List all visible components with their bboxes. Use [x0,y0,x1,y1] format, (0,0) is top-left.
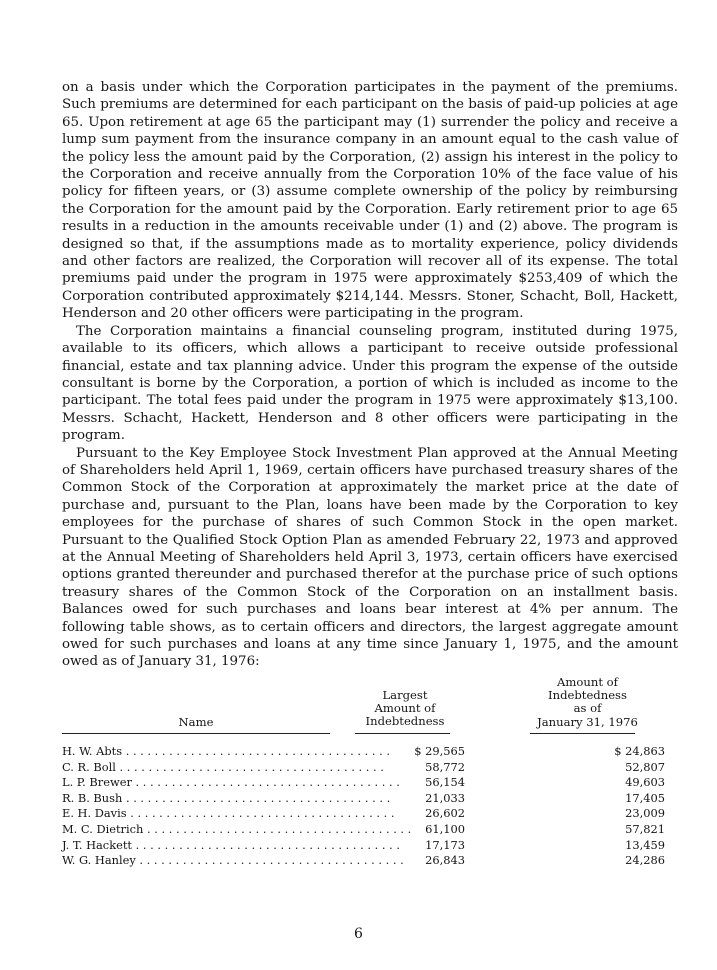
header-owed-line4: January 31, 1976 [537,714,638,729]
header-largest-line3: Indebtedness [365,714,445,729]
table-row [62,775,682,791]
row-name: E. H. Davis . . . . . . . . . . . . . . . . . . . . . . . . . . . . . . . . . . . . . [62,806,395,821]
header-name-label: Name [178,715,214,729]
row-name: R. B. Bush . . . . . . . . . . . . . . . . . . . . . . . . . . . . . . . . . . . . . [62,790,391,805]
row-amount-owed: 23,009 [625,806,665,821]
header-owed-line2: Indebtedness [548,688,627,703]
page-number: 6 [354,926,363,942]
row-amount-owed: $ 24,863 [614,744,665,758]
row-largest-amount: 61,100 [425,821,465,836]
table-row [62,760,682,776]
table-row [62,822,682,838]
row-name: J. T. Hackett . . . . . . . . . . . . . . . . . . . . . . . . . . . . . . . . . . . . . [62,837,400,852]
header-amount-owed [520,676,655,729]
row-name: C. R. Boll . . . . . . . . . . . . . . . . . . . . . . . . . . . . . . . . . . . . . [62,759,384,774]
paragraph-financial-counseling: The Corporation maintains a financial counseling program, instituted during 1975, available to its officers, which allows a participant to receive outside professional financial, estate and tax planning advice. Under this program the expense of the outside consultant is borne by the Corporation, a portion of which is included as income to the participant. The total fees paid under the program in 1975 were approximately $13,100. Messrs. Schacht, Hackett, Henderson and 8 other officers were participating in the program. [62,323,678,444]
header-owed-line3: as of [573,701,602,716]
table-row [62,806,682,822]
row-largest-amount: 17,173 [425,837,465,852]
row-largest-amount: $ 29,565 [414,744,465,758]
row-name: H. W. Abts . . . . . . . . . . . . . . . . . . . . . . . . . . . . . . . . . . . . . [62,744,391,758]
row-amount-owed: 52,807 [625,759,665,774]
paragraph-premiums: on a basis under which the Corporation participates in the payment of the premiums. Such premiums are determined for each participant on the basis of paid-up policies at age 65. Upon retirement at age 65 the participant may (1) surrender the policy and receive a lump sum payment from the insurance company in an amount equal to the cash value of the policy less the amount paid by the Corporation, (2) assign his interest in the policy to the Corporation and receive annually from the Corporation 10% of the face value of his policy for fifteen years, or (3) assume complete ownership of the policy by reimbursing the Corporation for the amount paid by the Corporation. Early retirement prior to age 65 results in a reduction in the amounts receivable under (1) and (2) above. The program is designed so that, if the assumptions made as to mortality experience, policy dividends and other factors are realized, the Corporation will recover all of its expense. The total premiums paid under the program in 1975 were approximately $253,409 of which the Corporation contributed approximately $214,144. Messrs. Stoner, Schacht, Boll, Hackett, Henderson and 20 other officers were participating in the program. [62,80,678,322]
row-amount-owed: 13,459 [625,837,665,852]
header-largest-line1: Largest [382,688,428,702]
header-largest-amount [350,689,460,729]
rule-owed-column [530,733,635,734]
table-row [62,744,682,760]
row-name: L. P. Brewer . . . . . . . . . . . . . . . . . . . . . . . . . . . . . . . . . . . . . [62,775,400,790]
row-largest-amount: 26,602 [425,806,465,821]
row-amount-owed: 49,603 [625,775,665,790]
rule-largest-column [355,733,450,734]
row-largest-amount: 58,772 [425,759,465,774]
table-row [62,791,682,807]
row-amount-owed: 24,286 [625,853,665,868]
header-name [62,716,330,729]
row-amount-owed: 57,821 [625,821,665,836]
row-largest-amount: 26,843 [425,853,465,868]
paragraph-stock-plans: Pursuant to the Key Employee Stock Investment Plan approved at the Annual Meeting of Shareholders held April 1, 1969, certain officers have purchased treasury shares of the Common Stock of the Corporation at approximately the market price at the date of purchase and, pursuant to the Plan, loans have been made by the Corporation to key employees for the purchase of shares of such Common Stock in the open market. Pursuant to the Qualified Stock Option Plan as amended February 22, 1973 and approved at the Annual Meeting of Shareholders held April 3, 1973, certain officers have exercised options granted thereunder and purchased therefor at the purchase price of such options treasury shares of the Common Stock of the Corporation on an installment basis. Balances owed for such purchases and loans bear interest at 4% per annum. The following table shows, as to certain officers and directors, the largest aggregate amount owed for such purchases and loans at any time since January 1, 1975, and the amount owed as of January 31, 1976: [62,445,678,670]
row-name: W. G. Hanley . . . . . . . . . . . . . . . . . . . . . . . . . . . . . . . . . . . . . [62,853,404,868]
row-largest-amount: 56,154 [425,775,465,790]
header-largest-line2: Amount of [374,701,436,716]
body-text [62,79,678,671]
table-row [62,853,682,869]
rule-name-column [62,733,330,734]
indebtedness-table-rows [62,744,682,869]
header-owed-line1: Amount of [557,675,618,689]
row-name: M. C. Dietrich . . . . . . . . . . . . . . . . . . . . . . . . . . . . . . . . . . . . . [62,821,412,836]
row-largest-amount: 21,033 [425,790,465,805]
table-row [62,838,682,854]
row-amount-owed: 17,405 [625,790,665,805]
